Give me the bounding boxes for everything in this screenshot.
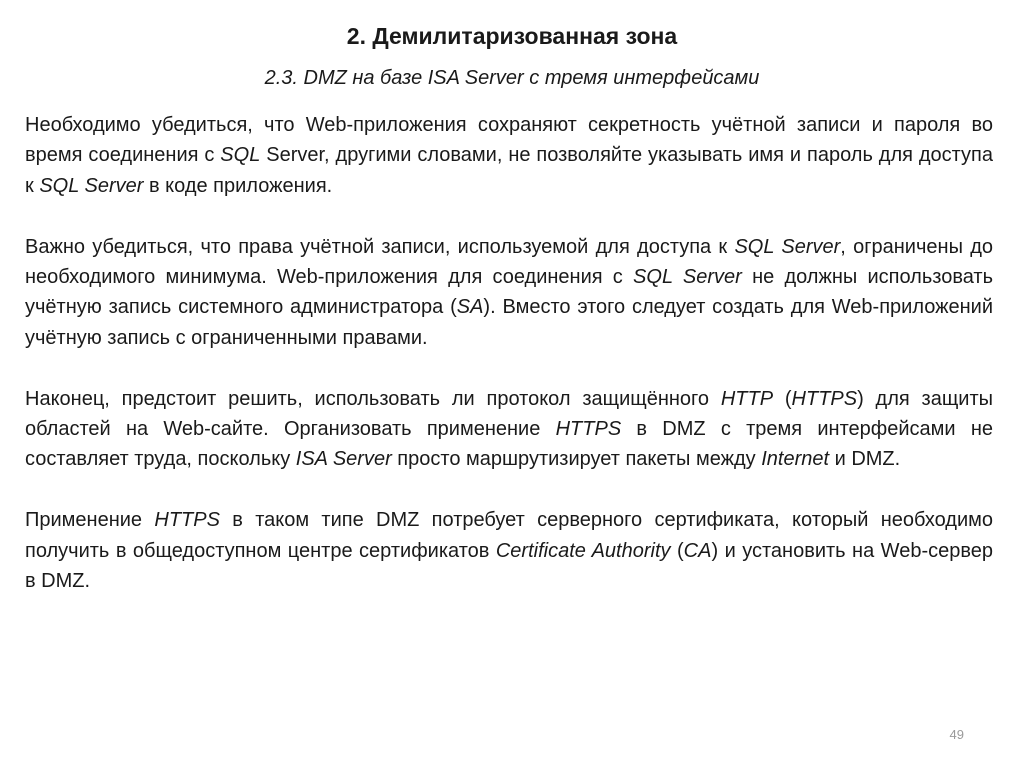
text-run: не должны использовать учётную запись системного администратора (: [25, 266, 994, 319]
text-run: Наконец, предстоит решить, использовать ли протокол защищённого: [25, 387, 721, 410]
italic-term: SA: [456, 296, 484, 319]
text-run: ) для защиты областей на Web-сайте. Организовать применение: [25, 387, 993, 441]
italic-term: HTTPS: [791, 387, 858, 410]
text-run: Важно убедиться, что права учётной записи, используемой для доступа к: [25, 235, 735, 258]
text-run: (: [773, 387, 792, 410]
text-run: ) и установить на Web-сервер в DMZ.: [25, 539, 993, 593]
slide-title: 2. Демилитаризованная зона: [346, 23, 678, 49]
text-run: просто маршрутизирует пакеты между: [391, 448, 762, 471]
text-run: в таком типе DMZ потребует серверного сертификата, который необходимо получить в общедоступном центре сертификатов: [25, 509, 994, 562]
italic-term: Certificate Authority: [495, 539, 671, 562]
page-number: 49: [949, 727, 964, 742]
text-run: в коде приложения.: [143, 174, 333, 197]
italic-term: HTTPS: [154, 509, 220, 532]
paragraph-2: [25, 232, 993, 354]
italic-term: Internet: [761, 448, 830, 471]
slide-body: [25, 110, 993, 596]
italic-term: SQL: [220, 144, 261, 167]
text-run: Необходимо убедиться, что Web-приложения сохраняют секретность учётной записи и пароля во время соединения с: [25, 114, 993, 167]
text-run: , ограничены до необходимого минимума. Web-приложения для соединения с: [25, 235, 993, 289]
text-run: в DMZ с тремя интерфейсами не составляет труда, поскольку: [25, 418, 993, 471]
text-run: Server, другими словами, не позволяйте указывать имя и пароль для доступа к: [25, 144, 993, 197]
italic-term: SQL Server: [39, 174, 144, 197]
italic-term: ISA Server: [295, 448, 392, 471]
text-run: (: [670, 539, 684, 562]
text-run: и DMZ.: [829, 448, 901, 471]
italic-term: SQL Server: [633, 266, 742, 289]
italic-term: HTTPS: [555, 418, 622, 441]
italic-term: SQL Server: [734, 235, 841, 258]
italic-term: HTTP: [720, 387, 774, 410]
paragraph-3: [25, 384, 993, 475]
text-run: Применение: [25, 509, 155, 532]
slide-subtitle: 2.3. DMZ на базе ISA Server с тремя интерфейсами: [264, 67, 760, 89]
italic-term: CA: [683, 539, 712, 562]
paragraph-4: [25, 505, 993, 596]
text-run: ). Вместо этого следует создать для Web-приложений учётную запись с ограниченными правами.: [25, 296, 993, 349]
paragraph-1: [25, 110, 993, 201]
